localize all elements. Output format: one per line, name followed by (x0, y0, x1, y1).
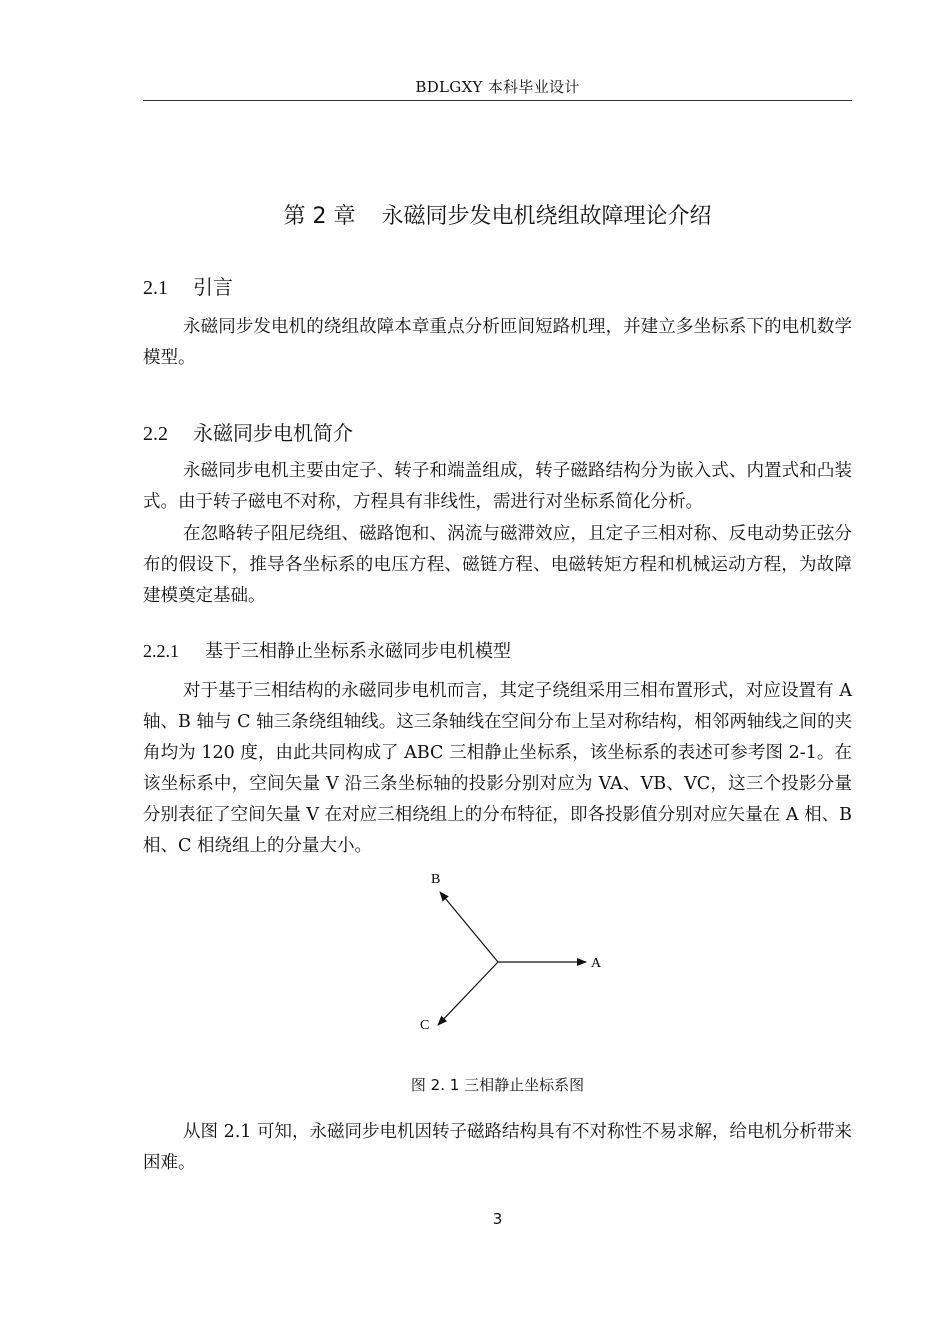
section-title: 永磁同步电机简介 (193, 421, 353, 445)
three-phase-coordinate-diagram (400, 862, 620, 1042)
section-2-1-paragraph: 永磁同步发电机的绕组故障本章重点分析匝间短路机理，并建立多坐标系下的电机数学模型。 (143, 317, 852, 368)
subsection-number: 2.2.1 (143, 641, 179, 661)
chapter-title-text: 永磁同步发电机绕组故障理论介绍 (381, 204, 712, 229)
section-2-2-paragraph-1: 永磁同步电机主要由定子、转子和端盖组成，转子磁路结构分为嵌入式、内置式和凸装式。由于转子磁电不对称，方程具有非线性，需进行对坐标系简化分析。 (143, 461, 852, 512)
chapter-number: 第 2 章 (283, 204, 356, 229)
subsection-title: 基于三相静止坐标系永磁同步电机模型 (205, 641, 511, 662)
section-2-2-paragraph-2: 在忽略转子阻尼绕组、磁路饱和、涡流与磁滞效应，且定子三相对称、反电动势正弦分布的假设下，推导各坐标系的电压方程、磁链方程、电磁转矩方程和机械运动方程，为故障建模奠定基础。 (143, 524, 852, 606)
header-rule (143, 100, 852, 101)
chapter-title (143, 199, 852, 230)
section-title: 引言 (193, 275, 233, 299)
section-number: 2.2 (143, 423, 168, 445)
page-number: 3 (492, 1210, 503, 1228)
axis-c-label: C (420, 1018, 430, 1033)
closing-paragraph: 从图 2.1 可知，永磁同步电机因转子磁路结构具有不对称性不易求解，给电机分析带来困难。 (143, 1122, 852, 1173)
figure-caption: 图 2. 1 三相静止坐标系图 (410, 1076, 585, 1094)
axis-b-label: B (431, 872, 441, 887)
section-heading-2-2 (143, 417, 353, 446)
axis-b-line (440, 892, 498, 962)
section-number: 2.1 (143, 277, 168, 299)
running-header: BDLGXY 本科毕业设计 (415, 78, 580, 96)
axis-c-line (438, 962, 498, 1025)
section-heading-2-1 (143, 271, 233, 300)
subsection-2-2-1-paragraph: 对于基于三相结构的永磁同步电机而言，其定子绕组采用三相布置形式，对应设置有 A 轴、B 轴与 C 轴三条绕组轴线。这三条轴线在空间分布上呈对称结构，相邻两轴线之间的夹角均为 120 度，由此共同构成了 ABC 三相静止坐标系，该坐标系的表述可参考图 2-1。在该坐标系中，空间矢量 V 沿三条坐标轴的投影分别对应为 VA、VB、VC，这三个投影分量分别表征了空间矢量 V 在对应三相绕组上的分布特征，即各投影值分别对应矢量在 A 相、B 相、C 相绕组上的分量大小。 (143, 681, 852, 856)
axis-a-label: A (591, 956, 602, 971)
subsection-heading-2-2-1 (143, 637, 511, 663)
